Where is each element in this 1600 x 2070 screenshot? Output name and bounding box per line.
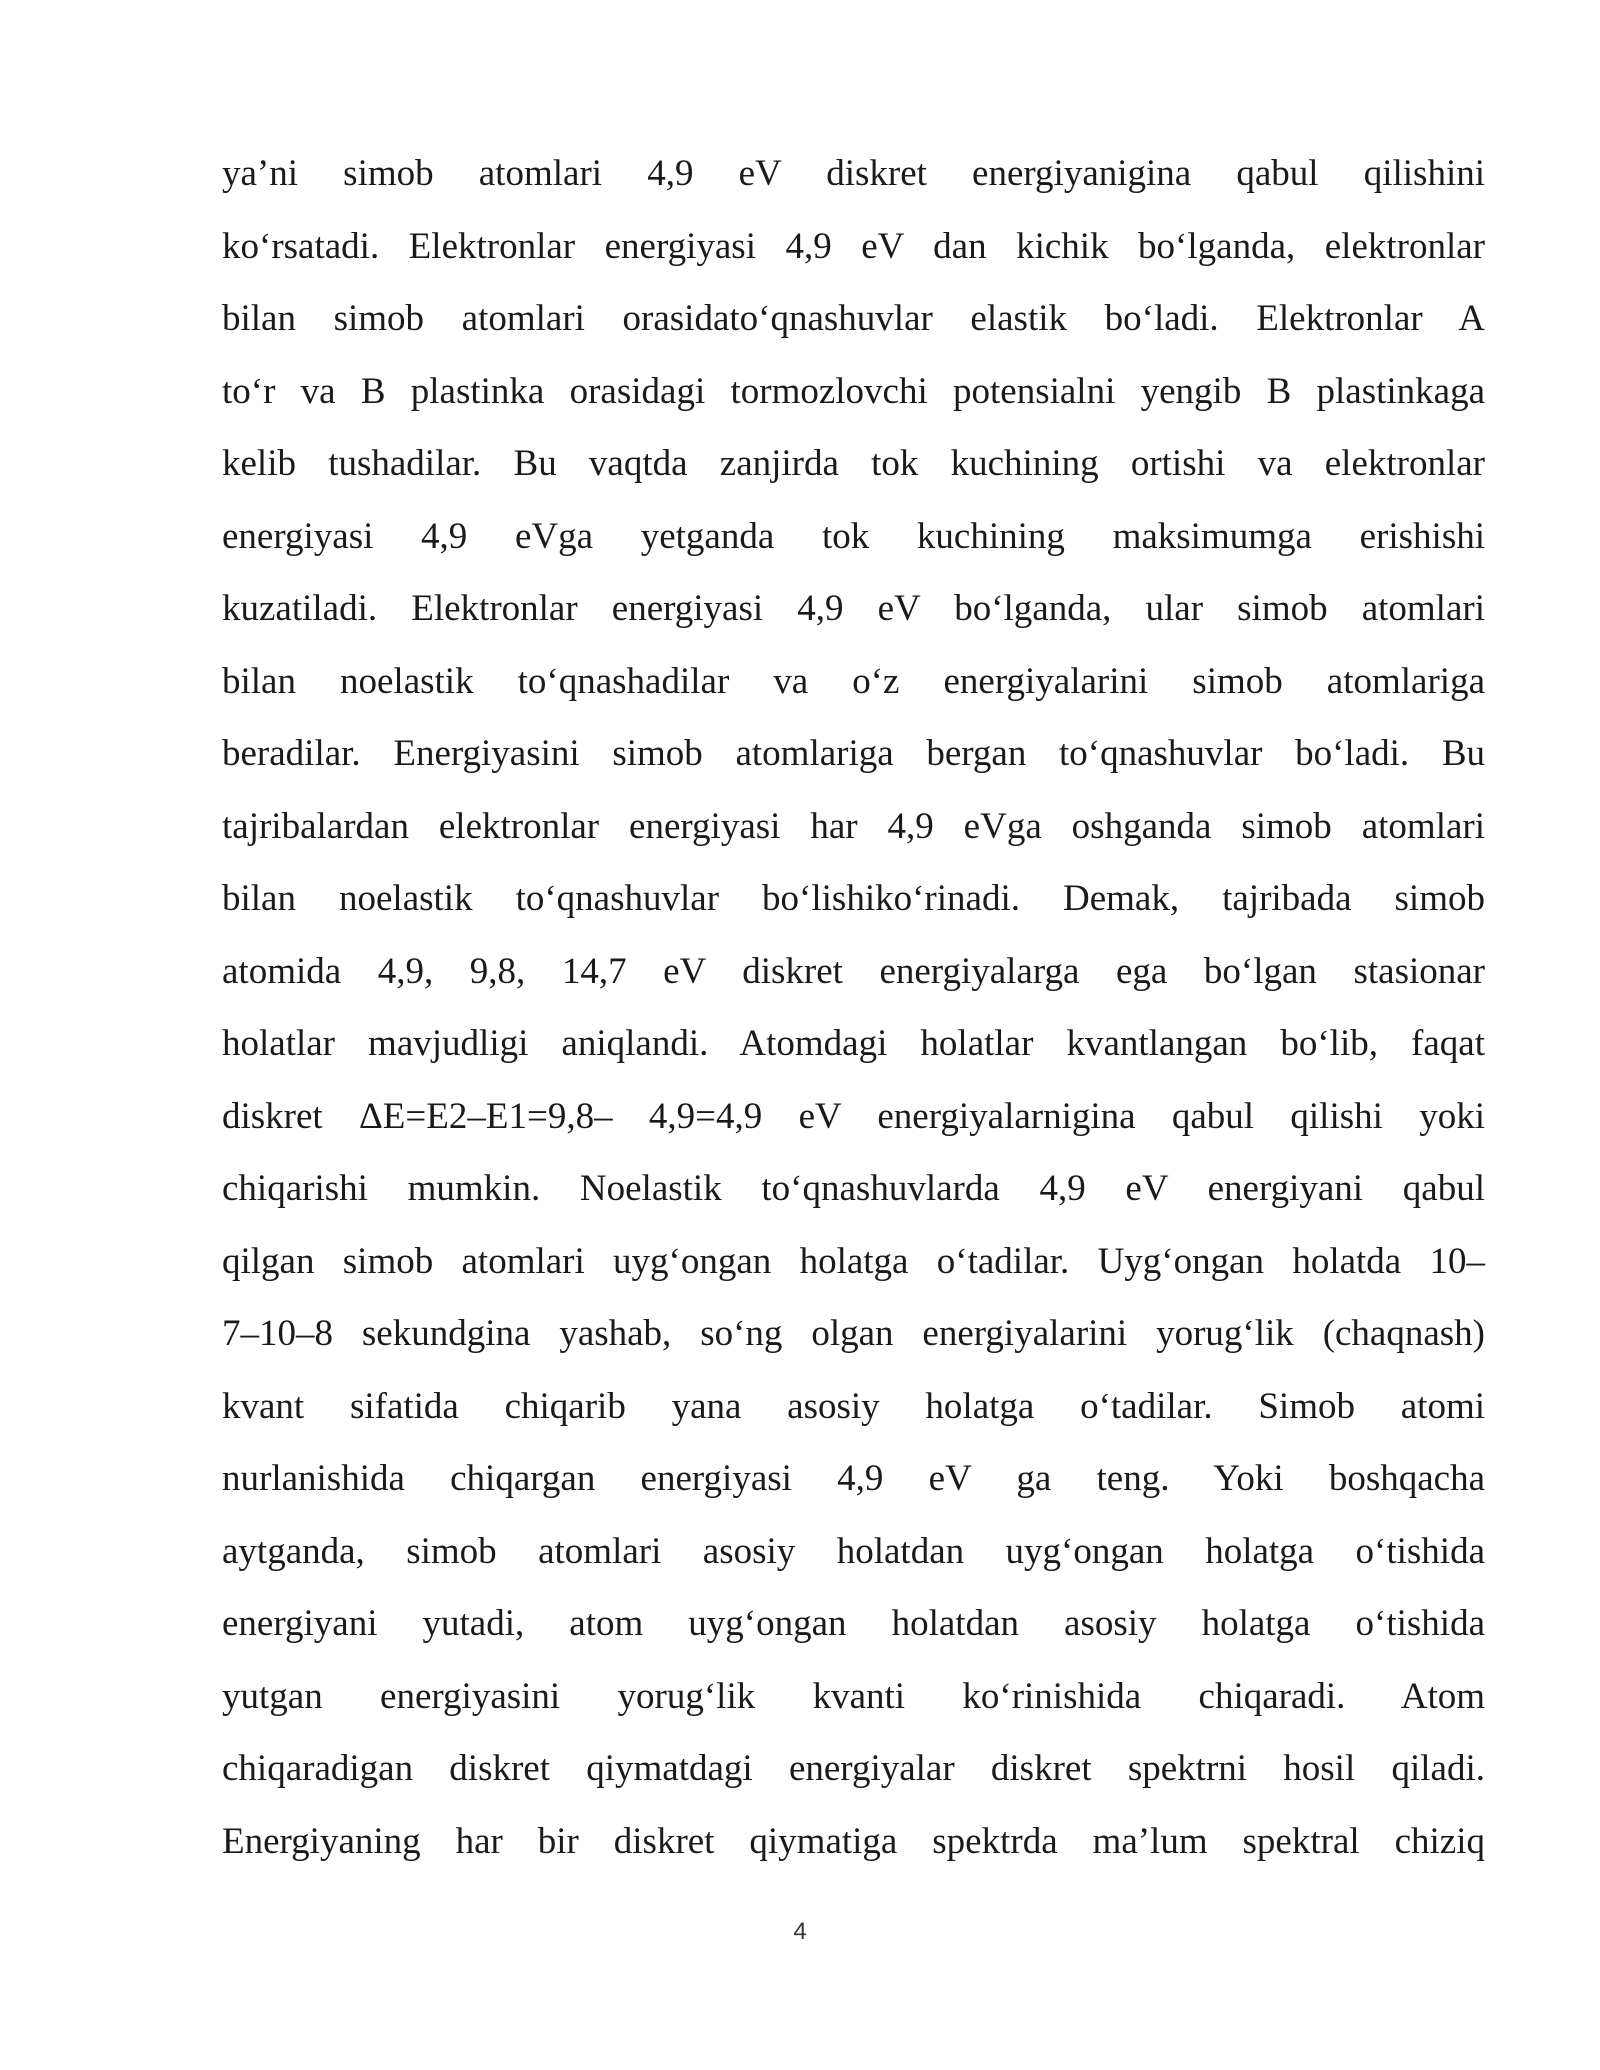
- text-line: ko‘rsatadi. Elektronlar energiyasi 4,9 eV dan kichik bo‘lganda, elektronlar: [222, 225, 1485, 267]
- text-line: nurlanishida chiqargan energiyasi 4,9 eV ga teng. Yoki boshqacha: [222, 1458, 1485, 1499]
- text-line: beradilar. Energiyasini simob atomlariga bergan to‘qnashuvlar bo‘ladi. Bu: [222, 733, 1485, 774]
- text-line: bilan noelastik to‘qnashadilar va o‘z energiyalarini simob atomlariga: [222, 660, 1485, 702]
- text-line: ya’ni simob atomlari 4,9 eV diskret energiyanigina qabul qilishini: [222, 153, 1485, 194]
- text-line: energiyani yutadi, atom uyg‘ongan holatdan asosiy holatga o‘tishida: [222, 1603, 1485, 1644]
- text-line: Energiyaning har bir diskret qiymatiga spektrda ma’lum spektral chiziq: [222, 1820, 1485, 1862]
- text-line: bilan simob atomlari orasidato‘qnashuvlar elastik bo‘ladi. Elektronlar A: [222, 298, 1485, 339]
- text-line: diskret ΔE=E2–E1=9,8– 4,9=4,9 eV energiyalarnigina qabul qilishi yoki: [222, 1095, 1485, 1137]
- text-line: atomida 4,9, 9,8, 14,7 eV diskret energiyalarga ega bo‘lgan stasionar: [222, 950, 1485, 992]
- body-paragraph: [222, 138, 1485, 1878]
- text-line: to‘r va B plastinka orasidagi tormozlovchi potensialni yengib B plastinkaga: [222, 370, 1485, 412]
- text-line: energiyasi 4,9 eVga yetganda tok kuchining maksimumga erishishi: [222, 515, 1485, 557]
- text-line: bilan noelastik to‘qnashuvlar bo‘lishiko‘rinadi. Demak, tajribada simob: [222, 878, 1485, 919]
- text-line: kvant sifatida chiqarib yana asosiy holatga o‘tadilar. Simob atomi: [222, 1385, 1485, 1427]
- text-line: 7–10–8 sekundgina yashab, so‘ng olgan energiyalarini yorug‘lik (chaqnash): [222, 1313, 1485, 1354]
- text-line: yutgan energiyasini yorug‘lik kvanti ko‘rinishida chiqaradi. Atom: [222, 1675, 1485, 1717]
- text-line: chiqarishi mumkin. Noelastik to‘qnashuvlarda 4,9 eV energiyani qabul: [222, 1168, 1485, 1209]
- text-line: chiqaradigan diskret qiymatdagi energiyalar diskret spektrni hosil qiladi.: [222, 1748, 1485, 1789]
- text-line: holatlar mavjudligi aniqlandi. Atomdagi holatlar kvantlangan bo‘lib, faqat: [222, 1023, 1485, 1064]
- text-line: aytganda, simob atomlari asosiy holatdan uyg‘ongan holatga o‘tishida: [222, 1530, 1485, 1572]
- text-line: kelib tushadilar. Bu vaqtda zanjirda tok kuchining ortishi va elektronlar: [222, 443, 1485, 484]
- text-line: tajribalardan elektronlar energiyasi har 4,9 eVga oshganda simob atomlari: [222, 805, 1485, 847]
- text-line: qilgan simob atomlari uyg‘ongan holatga o‘tadilar. Uyg‘ongan holatda 10–: [222, 1240, 1485, 1282]
- page-number: 4: [793, 1918, 807, 1945]
- text-line: kuzatiladi. Elektronlar energiyasi 4,9 eV bo‘lganda, ular simob atomlari: [222, 588, 1485, 629]
